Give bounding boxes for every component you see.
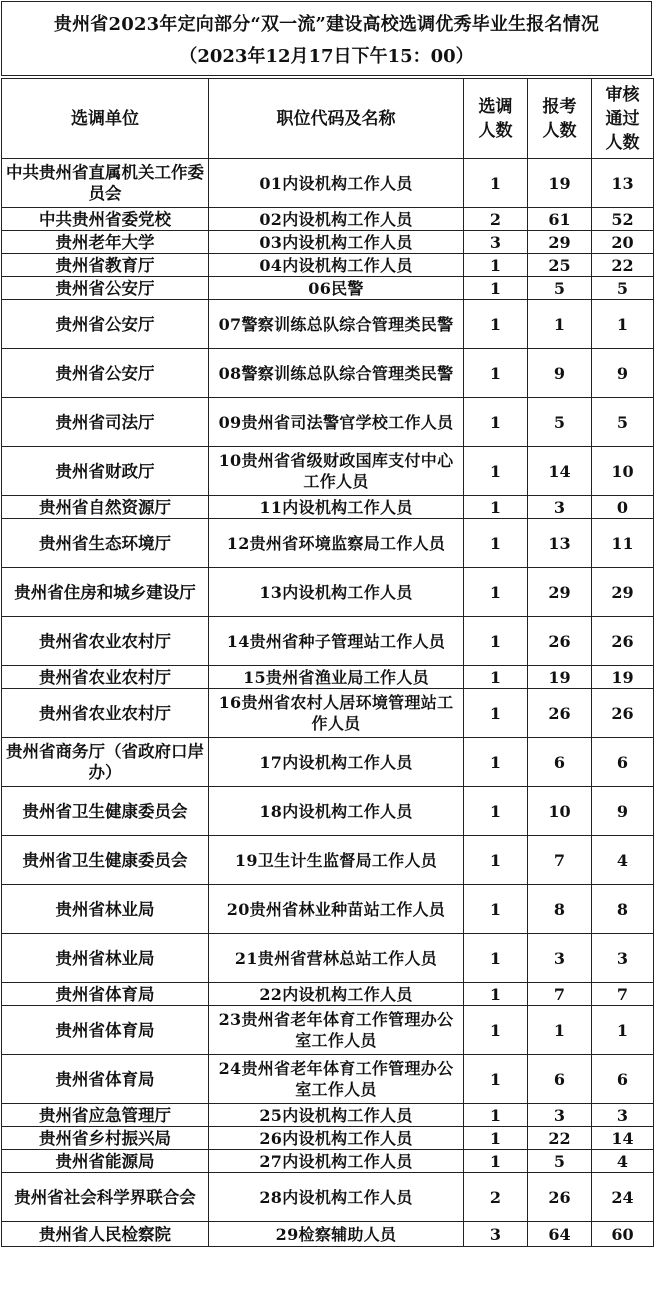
cell-passed: 14 bbox=[592, 1127, 654, 1150]
cell-passed: 1 bbox=[592, 300, 654, 349]
cell-passed: 22 bbox=[592, 254, 654, 277]
table-row bbox=[2, 208, 654, 231]
table-row bbox=[2, 836, 654, 885]
cell-passed: 10 bbox=[592, 447, 654, 496]
cell-position: 23贵州省老年体育工作管理办公室工作人员 bbox=[209, 1006, 464, 1055]
cell-position: 13内设机构工作人员 bbox=[209, 568, 464, 617]
cell-quota: 1 bbox=[464, 300, 528, 349]
title-box bbox=[1, 1, 652, 76]
cell-passed: 8 bbox=[592, 885, 654, 934]
cell-applied: 25 bbox=[528, 254, 592, 277]
cell-passed: 19 bbox=[592, 666, 654, 689]
cell-applied: 29 bbox=[528, 231, 592, 254]
cell-position: 04内设机构工作人员 bbox=[209, 254, 464, 277]
cell-passed: 26 bbox=[592, 617, 654, 666]
cell-passed: 29 bbox=[592, 568, 654, 617]
cell-unit: 贵州省商务厅（省政府口岸办） bbox=[2, 738, 209, 787]
cell-applied: 19 bbox=[528, 159, 592, 208]
table-row bbox=[2, 1150, 654, 1173]
cell-position: 12贵州省环境监察局工作人员 bbox=[209, 519, 464, 568]
cell-position: 01内设机构工作人员 bbox=[209, 159, 464, 208]
cell-position: 26内设机构工作人员 bbox=[209, 1127, 464, 1150]
cell-unit: 贵州省农业农村厅 bbox=[2, 666, 209, 689]
cell-passed: 20 bbox=[592, 231, 654, 254]
cell-unit: 贵州省社会科学界联合会 bbox=[2, 1173, 209, 1222]
cell-quota: 3 bbox=[464, 1222, 528, 1247]
table-row bbox=[2, 689, 654, 738]
cell-quota: 2 bbox=[464, 1173, 528, 1222]
cell-position: 14贵州省种子管理站工作人员 bbox=[209, 617, 464, 666]
cell-applied: 8 bbox=[528, 885, 592, 934]
cell-quota: 1 bbox=[464, 934, 528, 983]
cell-unit: 贵州省司法厅 bbox=[2, 398, 209, 447]
cell-applied: 1 bbox=[528, 1006, 592, 1055]
header-position: 职位代码及名称 bbox=[209, 79, 464, 159]
table-row bbox=[2, 231, 654, 254]
cell-quota: 1 bbox=[464, 568, 528, 617]
cell-passed: 4 bbox=[592, 836, 654, 885]
header-row bbox=[2, 79, 654, 159]
cell-applied: 3 bbox=[528, 1104, 592, 1127]
table-row bbox=[2, 617, 654, 666]
table-row bbox=[2, 519, 654, 568]
cell-unit: 贵州省体育局 bbox=[2, 1055, 209, 1104]
cell-position: 06民警 bbox=[209, 277, 464, 300]
cell-passed: 11 bbox=[592, 519, 654, 568]
cell-passed: 7 bbox=[592, 983, 654, 1006]
cell-unit: 贵州省卫生健康委员会 bbox=[2, 836, 209, 885]
cell-quota: 1 bbox=[464, 519, 528, 568]
cell-position: 21贵州省营林总站工作人员 bbox=[209, 934, 464, 983]
cell-unit: 贵州省能源局 bbox=[2, 1150, 209, 1173]
cell-position: 16贵州省农村人居环境管理站工作人员 bbox=[209, 689, 464, 738]
cell-applied: 1 bbox=[528, 300, 592, 349]
cell-unit: 中共贵州省委党校 bbox=[2, 208, 209, 231]
cell-quota: 1 bbox=[464, 159, 528, 208]
cell-passed: 52 bbox=[592, 208, 654, 231]
cell-passed: 6 bbox=[592, 1055, 654, 1104]
header-quota: 选调人数 bbox=[464, 79, 528, 159]
cell-passed: 6 bbox=[592, 738, 654, 787]
cell-position: 11内设机构工作人员 bbox=[209, 496, 464, 519]
cell-passed: 1 bbox=[592, 1006, 654, 1055]
cell-unit: 中共贵州省直属机关工作委员会 bbox=[2, 159, 209, 208]
cell-applied: 10 bbox=[528, 787, 592, 836]
cell-quota: 1 bbox=[464, 398, 528, 447]
header-unit: 选调单位 bbox=[2, 79, 209, 159]
cell-applied: 29 bbox=[528, 568, 592, 617]
cell-applied: 3 bbox=[528, 934, 592, 983]
table-row bbox=[2, 349, 654, 398]
cell-quota: 3 bbox=[464, 231, 528, 254]
cell-unit: 贵州省乡村振兴局 bbox=[2, 1127, 209, 1150]
table-row bbox=[2, 447, 654, 496]
cell-unit: 贵州省应急管理厅 bbox=[2, 1104, 209, 1127]
table-row bbox=[2, 787, 654, 836]
table-row bbox=[2, 1222, 654, 1247]
table-row bbox=[2, 277, 654, 300]
cell-passed: 24 bbox=[592, 1173, 654, 1222]
cell-unit: 贵州省自然资源厅 bbox=[2, 496, 209, 519]
cell-position: 19卫生计生监督局工作人员 bbox=[209, 836, 464, 885]
table-row bbox=[2, 496, 654, 519]
cell-quota: 1 bbox=[464, 836, 528, 885]
cell-quota: 1 bbox=[464, 885, 528, 934]
cell-applied: 22 bbox=[528, 1127, 592, 1150]
cell-position: 29检察辅助人员 bbox=[209, 1222, 464, 1247]
cell-quota: 1 bbox=[464, 496, 528, 519]
cell-unit: 贵州老年大学 bbox=[2, 231, 209, 254]
cell-passed: 0 bbox=[592, 496, 654, 519]
cell-quota: 1 bbox=[464, 1006, 528, 1055]
cell-position: 25内设机构工作人员 bbox=[209, 1104, 464, 1127]
cell-applied: 26 bbox=[528, 689, 592, 738]
cell-position: 09贵州省司法警官学校工作人员 bbox=[209, 398, 464, 447]
cell-position: 27内设机构工作人员 bbox=[209, 1150, 464, 1173]
cell-passed: 60 bbox=[592, 1222, 654, 1247]
cell-applied: 26 bbox=[528, 1173, 592, 1222]
cell-quota: 1 bbox=[464, 617, 528, 666]
cell-applied: 26 bbox=[528, 617, 592, 666]
cell-quota: 1 bbox=[464, 787, 528, 836]
table-row bbox=[2, 159, 654, 208]
cell-applied: 5 bbox=[528, 398, 592, 447]
cell-position: 20贵州省林业种苗站工作人员 bbox=[209, 885, 464, 934]
cell-unit: 贵州省农业农村厅 bbox=[2, 689, 209, 738]
header-passed: 审核通过人数 bbox=[592, 79, 654, 159]
table-row bbox=[2, 300, 654, 349]
cell-applied: 14 bbox=[528, 447, 592, 496]
cell-passed: 9 bbox=[592, 787, 654, 836]
cell-unit: 贵州省人民检察院 bbox=[2, 1222, 209, 1247]
cell-quota: 1 bbox=[464, 254, 528, 277]
cell-applied: 64 bbox=[528, 1222, 592, 1247]
cell-position: 24贵州省老年体育工作管理办公室工作人员 bbox=[209, 1055, 464, 1104]
document-timestamp: （2023年12月17日下午15：00） bbox=[179, 46, 474, 67]
cell-unit: 贵州省住房和城乡建设厅 bbox=[2, 568, 209, 617]
cell-passed: 3 bbox=[592, 934, 654, 983]
cell-position: 07警察训练总队综合管理类民警 bbox=[209, 300, 464, 349]
cell-unit: 贵州省公安厅 bbox=[2, 349, 209, 398]
cell-unit: 贵州省体育局 bbox=[2, 983, 209, 1006]
cell-applied: 5 bbox=[528, 277, 592, 300]
cell-unit: 贵州省林业局 bbox=[2, 934, 209, 983]
cell-quota: 1 bbox=[464, 277, 528, 300]
table-row bbox=[2, 568, 654, 617]
cell-applied: 19 bbox=[528, 666, 592, 689]
table-row bbox=[2, 1006, 654, 1055]
cell-unit: 贵州省生态环境厅 bbox=[2, 519, 209, 568]
cell-applied: 7 bbox=[528, 836, 592, 885]
table-row bbox=[2, 983, 654, 1006]
cell-unit: 贵州省卫生健康委员会 bbox=[2, 787, 209, 836]
cell-applied: 7 bbox=[528, 983, 592, 1006]
cell-applied: 61 bbox=[528, 208, 592, 231]
cell-applied: 6 bbox=[528, 1055, 592, 1104]
table-row bbox=[2, 1173, 654, 1222]
table-row bbox=[2, 254, 654, 277]
cell-unit: 贵州省林业局 bbox=[2, 885, 209, 934]
table-row bbox=[2, 1055, 654, 1104]
table-row bbox=[2, 1127, 654, 1150]
header-applied: 报考人数 bbox=[528, 79, 592, 159]
cell-quota: 1 bbox=[464, 1055, 528, 1104]
cell-position: 10贵州省省级财政国库支付中心工作人员 bbox=[209, 447, 464, 496]
cell-unit: 贵州省农业农村厅 bbox=[2, 617, 209, 666]
cell-quota: 1 bbox=[464, 1127, 528, 1150]
cell-quota: 2 bbox=[464, 208, 528, 231]
cell-quota: 1 bbox=[464, 689, 528, 738]
cell-unit: 贵州省公安厅 bbox=[2, 300, 209, 349]
cell-applied: 3 bbox=[528, 496, 592, 519]
cell-position: 18内设机构工作人员 bbox=[209, 787, 464, 836]
cell-position: 17内设机构工作人员 bbox=[209, 738, 464, 787]
cell-position: 15贵州省渔业局工作人员 bbox=[209, 666, 464, 689]
cell-quota: 1 bbox=[464, 1150, 528, 1173]
cell-unit: 贵州省体育局 bbox=[2, 1006, 209, 1055]
cell-passed: 9 bbox=[592, 349, 654, 398]
cell-unit: 贵州省公安厅 bbox=[2, 277, 209, 300]
cell-passed: 4 bbox=[592, 1150, 654, 1173]
cell-applied: 9 bbox=[528, 349, 592, 398]
cell-unit: 贵州省财政厅 bbox=[2, 447, 209, 496]
cell-quota: 1 bbox=[464, 1104, 528, 1127]
cell-quota: 1 bbox=[464, 983, 528, 1006]
cell-applied: 6 bbox=[528, 738, 592, 787]
table-row bbox=[2, 934, 654, 983]
document-title: 贵州省2023年定向部分“双一流”建设高校选调优秀毕业生报名情况 bbox=[53, 14, 600, 35]
cell-passed: 26 bbox=[592, 689, 654, 738]
cell-passed: 5 bbox=[592, 277, 654, 300]
table-row bbox=[2, 885, 654, 934]
table-row bbox=[2, 1104, 654, 1127]
cell-quota: 1 bbox=[464, 349, 528, 398]
cell-passed: 5 bbox=[592, 398, 654, 447]
cell-position: 22内设机构工作人员 bbox=[209, 983, 464, 1006]
cell-position: 28内设机构工作人员 bbox=[209, 1173, 464, 1222]
cell-quota: 1 bbox=[464, 738, 528, 787]
cell-quota: 1 bbox=[464, 447, 528, 496]
cell-position: 02内设机构工作人员 bbox=[209, 208, 464, 231]
cell-applied: 13 bbox=[528, 519, 592, 568]
cell-quota: 1 bbox=[464, 666, 528, 689]
cell-applied: 5 bbox=[528, 1150, 592, 1173]
cell-position: 08警察训练总队综合管理类民警 bbox=[209, 349, 464, 398]
cell-passed: 3 bbox=[592, 1104, 654, 1127]
cell-passed: 13 bbox=[592, 159, 654, 208]
registration-table bbox=[1, 78, 654, 1247]
cell-unit: 贵州省教育厅 bbox=[2, 254, 209, 277]
table-row bbox=[2, 398, 654, 447]
table-row bbox=[2, 738, 654, 787]
cell-position: 03内设机构工作人员 bbox=[209, 231, 464, 254]
table-row bbox=[2, 666, 654, 689]
